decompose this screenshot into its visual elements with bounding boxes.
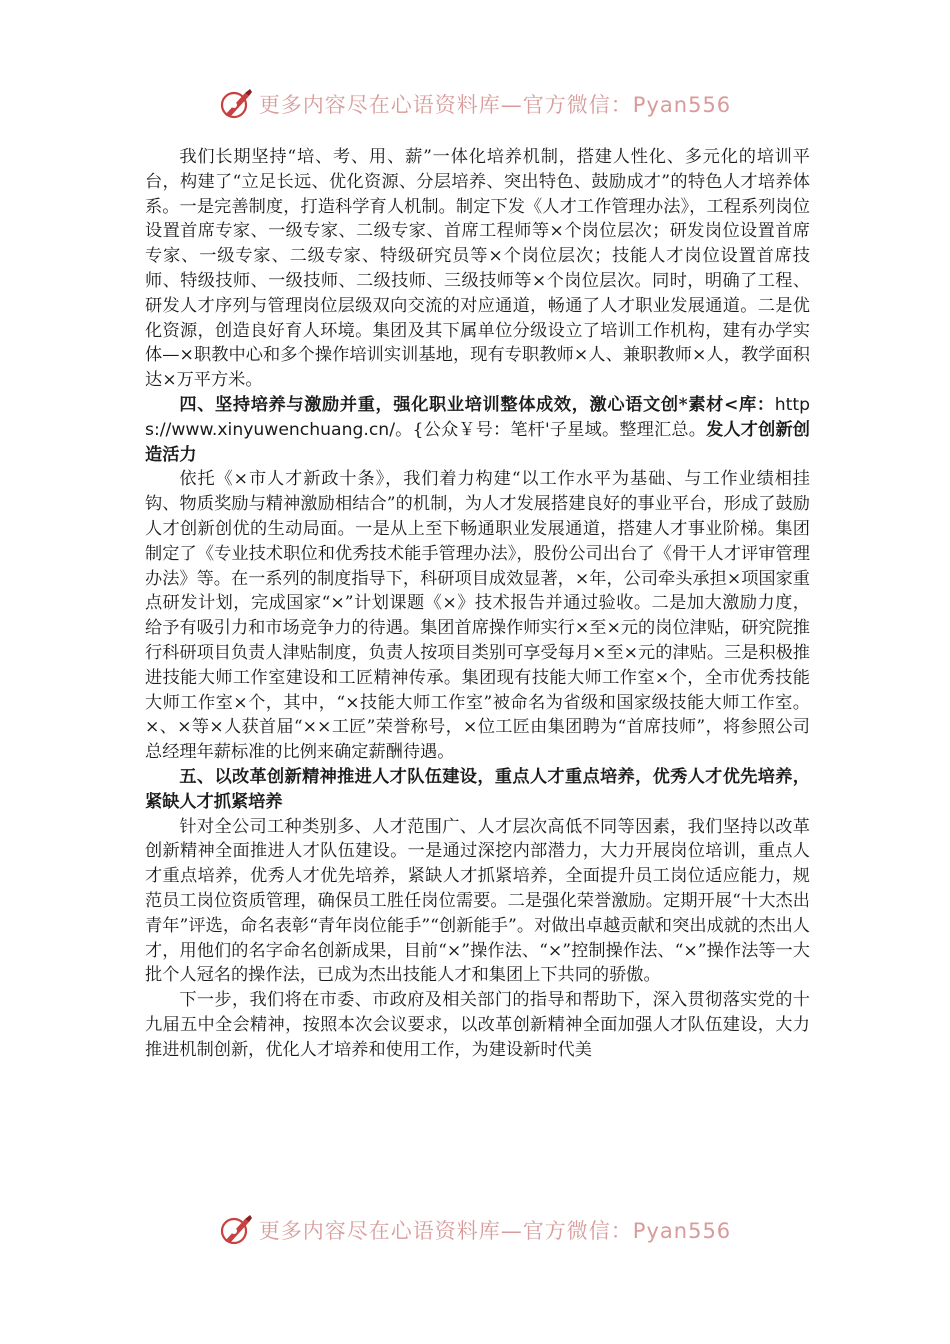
heading-4-bold-tail: 发人才创新创造活力 bbox=[145, 419, 810, 465]
paragraph-training-system: 我们长期坚持“培、考、用、薪”一体化培养机制，搭建人性化、多元化的培训平台，构建了“立足长远、优化资源、分层培养、突出特色、鼓励成才”的特色人才培养体系。一是完善制度，打造科学育人机制。制定下发《人才工作管理办法》，工程系列岗位设置首席专家、一级专家、二级专家、首席工程师等×个岗位层次；研发岗位设置首席专家、一级专家、二级专家、特级研究员等×个岗位层次；技能人才岗位设置首席技师、特级技师、一级技师、二级技师、三级技师等×个岗位层次。同时，明确了工程、研发人才序列与管理岗位层级双向交流的对应通道，畅通了人才职业发展通道。二是优化资源，创造良好育人环境。集团及其下属单位分级设立了培训工作机构，建有办学实体—×职教中心和多个操作培训实训基地，现有专职教师×人、兼职教师×人，教学面积达×万平方米。 bbox=[145, 147, 810, 391]
section-heading-4 bbox=[145, 393, 810, 467]
document-body bbox=[145, 145, 810, 1062]
section-heading-5: 五、以改革创新精神推进人才队伍建设，重点人才重点培养，优秀人才优先培养，紧缺人才抓紧培养 bbox=[145, 766, 810, 812]
paragraph-incentives: 依托《×市人才新政十条》，我们着力构建“以工作水平为基础、与工作业绩相挂钩、物质奖励与精神激励相结合”的机制，为人才发展搭建良好的事业平台，形成了鼓励人才创新创优的生动局面。一是从上至下畅通职业发展通道，搭建人才事业阶梯。集团制定了《专业技术职位和优秀技术能手管理办法》，股份公司出台了《骨干人才评审管理办法》等。在一系列的制度指导下，科研项目成效显著，×年，公司牵头承担×项国家重点研发计划，完成国家“×”计划课题《×》技术报告并通过验收。二是加大激励力度，给予有吸引力和市场竞争力的待遇。集团首席操作师实行×至×元的岗位津贴，研究院推行科研项目负责人津贴制度，负责人按项目类别可享受每月×至×元的津贴。三是积极推进技能大师工作室建设和工匠精神传承。集团现有技能大师工作室×个，全市优秀技能大师工作室×个，其中，“×技能大师工作室”被命名为省级和国家级技能大师工作室。×、×等×人获首届“××工匠”荣誉称号，×位工匠由集团聘为“首席技师”，将参照公司总经理年薪标准的比例来确定薪酬待遇。 bbox=[145, 469, 810, 763]
heading-4-url: https://www.xinyuwenchuang.cn/。 bbox=[145, 394, 810, 440]
paragraph-next-steps: 下一步，我们将在市委、市政府及相关部门的指导和帮助下，深入贯彻落实党的十九届五中全会精神，按照本次会议要求，以改革创新精神全面加强人才队伍建设，大力推进机制创新，优化人才培养和使用工作，为建设新时代美 bbox=[145, 990, 810, 1060]
header-watermark-banner bbox=[0, 82, 950, 126]
watermark-text: 更多内容尽在心语资料库—官方微信：Pyan556 bbox=[258, 93, 732, 117]
footer-watermark-banner bbox=[0, 1208, 950, 1252]
heading-4-bold: 四、坚持培养与激励并重，强化职业培训整体成效，激心语文创*素材<库： bbox=[179, 394, 775, 415]
heading-4-plain: {公众￥号：笔杆'子星域。整理汇总。 bbox=[412, 419, 707, 440]
pen-circle-logo-icon bbox=[219, 1213, 253, 1247]
paragraph-reform: 针对全公司工种类别多、人才范围广、人才层次高低不同等因素，我们坚持以改革创新精神全面推进人才队伍建设。一是通过深挖内部潜力，大力开展岗位培训，重点人才重点培养，优秀人才优先培养，紧缺人才抓紧培养，全面提升员工岗位适应能力，规范员工岗位资质管理，确保员工胜任岗位需要。二是强化荣誉激励。定期开展“十大杰出青年”评选，命名表彰“青年岗位能手”“创新能手”。对做出卓越贡献和突出成就的杰出人才，用他们的名字命名创新成果，目前“×”操作法、“×”控制操作法、“×”操作法等一大批个人冠名的操作法，已成为杰出技能人才和集团上下共同的骄傲。 bbox=[145, 816, 810, 986]
watermark-text: 更多内容尽在心语资料库—官方微信：Pyan556 bbox=[258, 1219, 732, 1243]
pen-circle-logo-icon bbox=[219, 87, 253, 121]
